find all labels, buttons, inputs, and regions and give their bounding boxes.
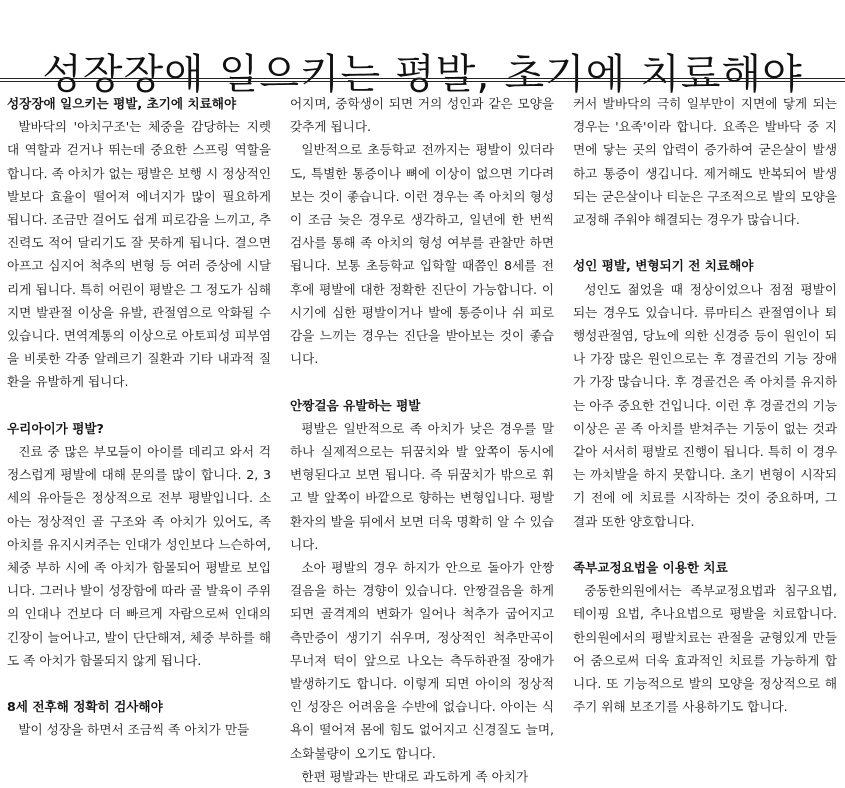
- headline: 성장장애 일으키는 평발, 초기에 치료해야: [42, 50, 803, 99]
- section-heading: 성인 평발, 변형되기 전 치료해야: [573, 258, 754, 274]
- section-heading: 우리아이가 평발?: [7, 420, 104, 436]
- article-column-2: [290, 92, 554, 784]
- section-heading: 안짱걸음 유발하는 평발: [290, 397, 421, 413]
- paragraph: 발이 성장을 하면서 조금씩 족 아치가 만들: [18, 722, 250, 738]
- paragraph: 일반적으로 초등학교 전까지는 평발이 있더라도, 특별한 통증이나 뼈에 이상이 없으면 기다려 보는 것이 좋습니다. 이런 경우는 족 아치의 형성이 조금 늦은 경우로 생각하고, 일년에 한 번씩 검사를 통해 족 아치의 형성 여부를 관찰만 하면 됩니다. 보통 초등학교 입학할 때쯤인 8세를 전후에 평발에 대한 정확한 진단이 가능합니다. 이시기에 심한 평발이거나 발에 통증이나 쉬 피로감을 느끼는 경우는 진단을 받아보는 것이 좋습니다.: [290, 142, 554, 367]
- paragraph: 중동한의원에서는 족부교정요법과 침구요법, 테이핑 요법, 추나요법으로 평발을 치료합니다. 한의원에서의 평발치료는 관절을 균형있게 만들어 줌으로써 더욱 효과적인 치료를 가능하게 합니다. 또 기능적으로 발의 모양을 정상적으로 해주기 위해 보조기를 사용하기도 합니다.: [573, 583, 837, 715]
- section-heading: 성장장애 일으키는 평발, 초기에 치료해야: [7, 96, 237, 111]
- paragraph: 성인도 젊었을 때 정상이었으나 점점 평발이 되는 경우도 있습니다. 류마티스 관절염이나 퇴행성관절염, 당뇨에 의한 신경증 등이 원인이 되나 가장 많은 원인으로는 후 경골건의 기능 장애가 가장 많습니다. 후 경골건은 족 아치를 유지하는 아주 중요한 건입니다. 이런 후 경골건의 기능 이상은 곧 족 아치를 받쳐주는 기둥이 없는 것과 같아 서서히 평발로 진행이 됩니다. 특히 이 경우는 까치발을 하지 못합니다. 초기 변형이 시작되기 전에 에 치료를 시작하는 것이 중요하며, 그 결과 또한 양호합니다.: [573, 281, 837, 529]
- paragraph: 소아 평발의 경우 하지가 안으로 돌아가 안짱 걸음을 하는 경향이 있습니다. 안짱걸음을 하게 되면 골격계의 변화가 일어나 척추가 굽어지고 측만증이 생기기 쉬우며, 정상적인 척추만곡이 무너져 턱이 앞으로 나오는 측두하관절 장애가 발생하기도 합니다. 이렇게 되면 아이의 정상적인 성장은 어려움을 수반에 없습니다. 아이는 식욕이 떨어져 몸에 힘도 없어지고 신경질도 늘며, 소화불량이 오기도 합니다.: [290, 560, 554, 761]
- paragraph-continued: 커서 발바닥의 극히 일부만이 지면에 닿게 되는 경우는 '요족'이라 합니다. 요족은 발바닥 중 지면에 닿는 곳의 압력이 증가하여 굳은살이 발생하고 통증이 생깁니다. 제거해도 반복되어 발생되는 굳은살이나 티눈은 구조적으로 발의 모양을 교정해 주워야 해결되는 경우가 많습니다.: [573, 96, 837, 228]
- headline-rule-top: [0, 78, 845, 79]
- paragraph: 진료 중 많은 부모들이 아이를 데리고 와서 걱정스럽게 평발에 대해 문의를 많이 합니다. 2, 3 세의 유아들은 정상적으로 전부 평발입니다. 소아는 정상적인 골 구조와 족 아치가 있어도, 족 아치를 유지시켜주는 인대가 성인보다 느슨하여, 체중 부하 시에 족 아치가 함몰되어 평발로 보입니다. 그러나 발이 성장함에 따라 골 발육이 주위의 인대나 건보다 더 빠르게 자람으로써 인대의 긴장이 늘어나고, 발이 단단해져, 체중 부하를 해도 족 아치가 함몰되지 않게 됩니다.: [7, 444, 271, 668]
- paragraph: 평발은 일반적으로 족 아치가 낮은 경우를 말하나 실제적으로는 뒤꿈치와 발 앞쪽이 동시에 변형된다고 보면 됩니다. 즉 뒤꿈치가 밖으로 휘고 발 앞쪽이 바깥으로 향하는 변형입니다. 평발 환자의 발을 뒤에서 보면 더욱 명확히 알 수 있습니다.: [290, 420, 554, 552]
- paragraph-continued: 어지며, 중학생이 되면 거의 성인과 같은 모양을 갖추게 됩니다.: [290, 96, 554, 135]
- paragraph: 발바닥의 '아치구조'는 체중을 감당하는 지렛대 역할과 걷거나 뛰는데 중요한 스프링 역할을 합니다. 족 아치가 없는 평발은 보행 시 정상적인 발보다 효율이 떨어져 에너지가 많이 필요하게 됩니다. 조금만 걸어도 쉽게 피로감을 느끼고, 추진력도 적어 달리기도 잘 못하게 됩니다. 결으면 아프고 심지어 척추의 변형 등 여러 증상에 시달리게 됩니다. 특히 어린이 평발은 그 정도가 심해지면 발관절 이상을 유발, 관절염으로 악화될 수 있습니다. 면역계통의 이상으로 아토피성 피부염을 비롯한 각종 알레르기 질환과 기타 내과적 질환을 유발하게 됩니다.: [7, 119, 271, 390]
- section-heading: 족부교정요법을 이용한 치료: [573, 560, 728, 576]
- article-column-3: [573, 92, 837, 762]
- section-heading: 8세 전후해 정확히 검사해야: [7, 699, 163, 715]
- paragraph: 한편 평발과는 반대로 과도하게 족 아치가: [301, 768, 529, 784]
- headline-rule-bottom: [0, 81, 845, 82]
- article-column-1: [7, 92, 271, 762]
